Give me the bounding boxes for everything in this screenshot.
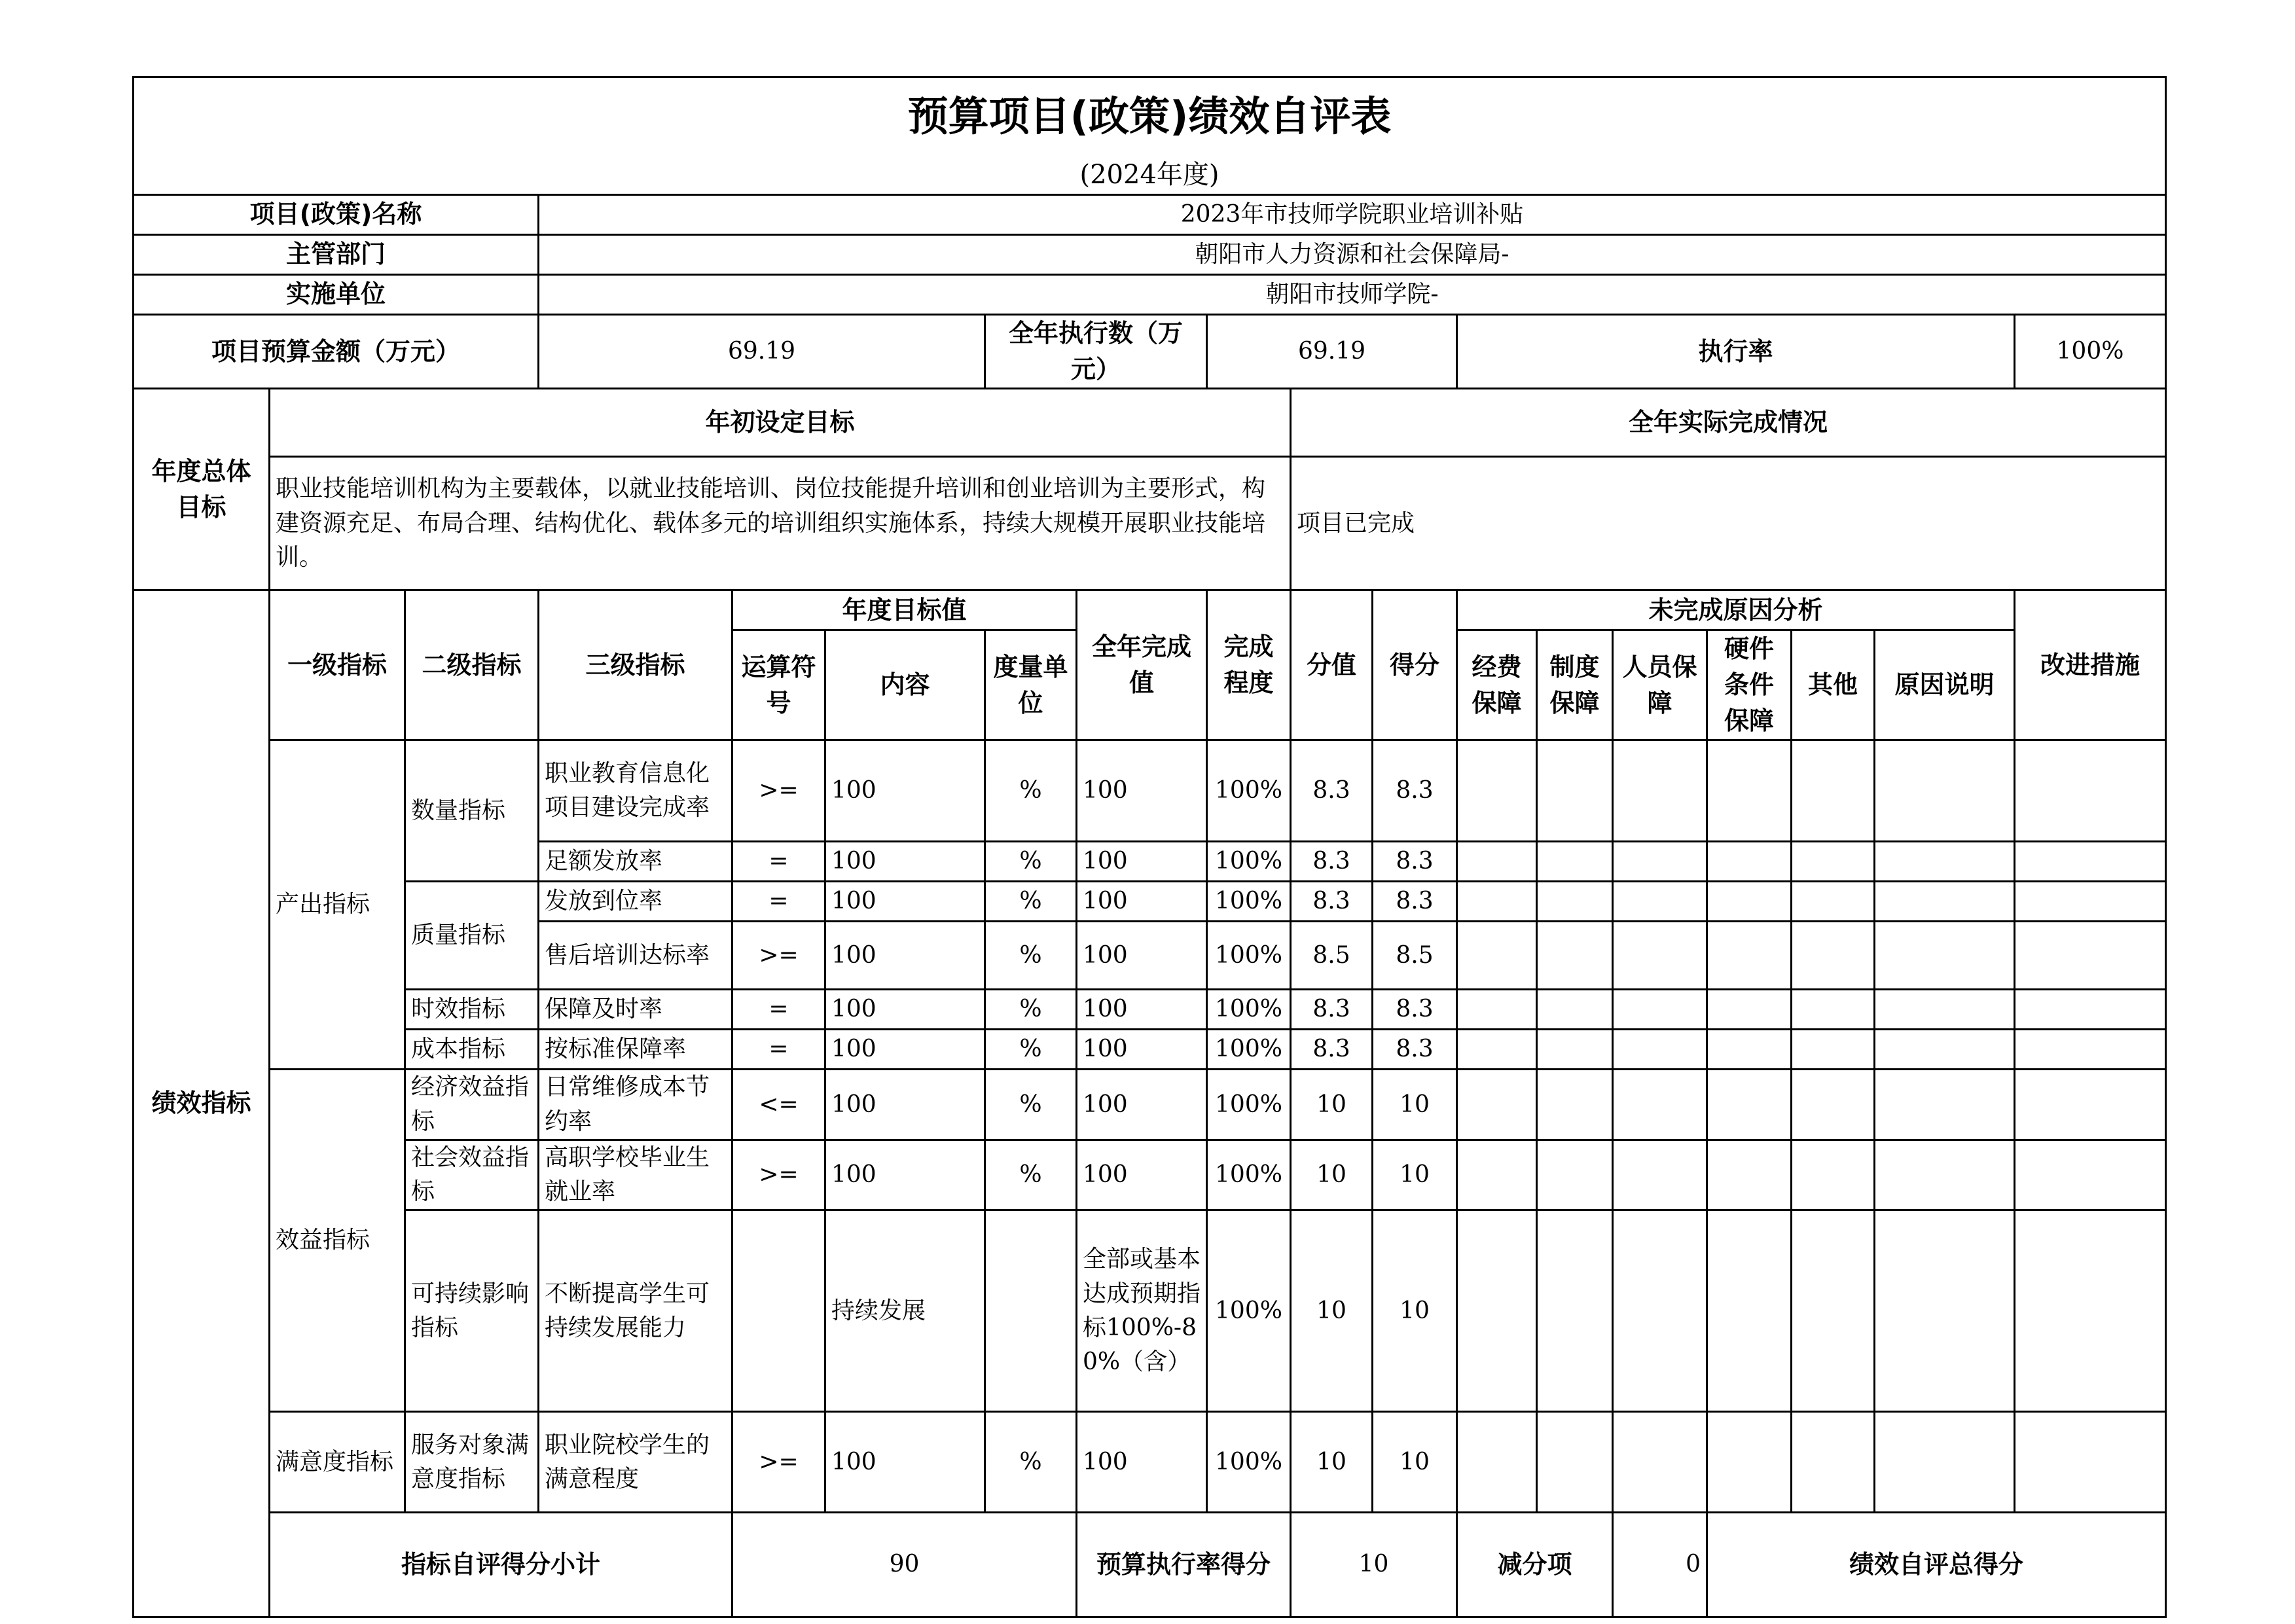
empty-cell [1613, 1412, 1707, 1513]
indicator-score: 8.3 [1373, 882, 1457, 922]
indicator-score: 10 [1373, 1412, 1457, 1513]
empty-cell [1875, 882, 2015, 922]
indicator-name: 高职学校毕业生就业率 [539, 1140, 732, 1210]
indicator-actual: 100 [1077, 882, 1207, 922]
group-output: 产出指标 [270, 740, 405, 1070]
subgroup-quality: 质量指标 [405, 882, 539, 990]
subgroup-cost: 成本指标 [405, 1030, 539, 1070]
total-score-label: 绩效自评总得分 [1707, 1513, 2166, 1617]
empty-cell [1457, 1140, 1537, 1210]
indicator-unit: % [985, 842, 1077, 882]
empty-cell [1537, 1412, 1613, 1513]
indicator-actual: 100 [1077, 740, 1207, 842]
unit-label: 实施单位 [134, 275, 539, 315]
empty-cell [1613, 882, 1707, 922]
page-title: 预算项目(政策)绩效自评表 [134, 77, 2166, 156]
header-degree: 完成程度 [1207, 590, 1291, 740]
budget-score-value: 10 [1291, 1513, 1457, 1617]
empty-cell [1613, 1070, 1707, 1140]
empty-cell [1875, 1030, 2015, 1070]
empty-cell [1707, 1210, 1792, 1412]
indicator-operator: = [732, 990, 825, 1030]
empty-cell [1707, 990, 1792, 1030]
empty-cell [1875, 842, 2015, 882]
indicator-actual: 100 [1077, 1412, 1207, 1513]
indicator-operator: = [732, 882, 825, 922]
empty-cell [1613, 842, 1707, 882]
indicator-unit: % [985, 1070, 1077, 1140]
indicator-value: 8.5 [1291, 922, 1373, 990]
executed-value: 69.19 [1207, 315, 1457, 389]
empty-cell [1537, 1070, 1613, 1140]
performance-indicator-label: 绩效指标 [134, 590, 270, 1617]
indicator-unit: % [985, 882, 1077, 922]
empty-cell [1537, 842, 1613, 882]
indicator-score: 8.3 [1373, 842, 1457, 882]
indicator-name: 发放到位率 [539, 882, 732, 922]
empty-cell [1875, 922, 2015, 990]
empty-cell [2015, 1210, 2166, 1412]
initial-goal-header: 年初设定目标 [270, 389, 1291, 457]
empty-cell [1537, 990, 1613, 1030]
empty-cell [1457, 1030, 1537, 1070]
empty-cell [1537, 882, 1613, 922]
indicator-name: 按标准保障率 [539, 1030, 732, 1070]
actual-completion-text: 项目已完成 [1291, 457, 2166, 590]
indicator-degree: 100% [1207, 1070, 1291, 1140]
empty-cell [1613, 740, 1707, 842]
budget-label: 项目预算金额（万元） [134, 315, 539, 389]
empty-cell [1875, 1070, 2015, 1140]
indicator-value: 10 [1291, 1140, 1373, 1210]
indicator-score: 8.5 [1373, 922, 1457, 990]
empty-cell [1792, 1412, 1875, 1513]
budget-score-label: 预算执行率得分 [1077, 1513, 1291, 1617]
indicator-score: 8.3 [1373, 990, 1457, 1030]
empty-cell [1792, 990, 1875, 1030]
indicator-operator: <= [732, 1070, 825, 1140]
header-level1: 一级指标 [270, 590, 405, 740]
empty-cell [1457, 1210, 1537, 1412]
indicator-operator: >= [732, 740, 825, 842]
indicator-name: 保障及时率 [539, 990, 732, 1030]
header-operator: 运算符号 [732, 630, 825, 740]
empty-cell [1613, 922, 1707, 990]
empty-cell [1457, 1412, 1537, 1513]
indicator-content: 100 [825, 1140, 985, 1210]
indicator-actual: 100 [1077, 922, 1207, 990]
indicator-actual: 100 [1077, 1030, 1207, 1070]
empty-cell [1457, 882, 1537, 922]
empty-cell [1707, 842, 1792, 882]
rate-label: 执行率 [1457, 315, 2015, 389]
subgroup-economic: 经济效益指标 [405, 1070, 539, 1140]
indicator-unit [985, 1210, 1077, 1412]
budget-value: 69.19 [539, 315, 985, 389]
empty-cell [1792, 1140, 1875, 1210]
header-level2: 二级指标 [405, 590, 539, 740]
indicator-value: 8.3 [1291, 990, 1373, 1030]
indicator-operator: >= [732, 922, 825, 990]
deduct-value: 0 [1613, 1513, 1707, 1617]
report-year: (2024年度) [134, 156, 2166, 195]
empty-cell [1875, 990, 2015, 1030]
subtotal-label: 指标自评得分小计 [270, 1513, 732, 1617]
subgroup-social: 社会效益指标 [405, 1140, 539, 1210]
empty-cell [1792, 1030, 1875, 1070]
table-row [134, 1140, 2166, 1210]
indicator-degree: 100% [1207, 882, 1291, 922]
empty-cell [2015, 882, 2166, 922]
empty-cell [1707, 922, 1792, 990]
header-system: 制度保障 [1537, 630, 1613, 740]
table-row [134, 990, 2166, 1030]
indicator-content: 100 [825, 882, 985, 922]
table-row [134, 1210, 2166, 1412]
indicator-degree: 100% [1207, 990, 1291, 1030]
header-level3: 三级指标 [539, 590, 732, 740]
table-row [134, 1412, 2166, 1513]
empty-cell [1707, 882, 1792, 922]
empty-cell [1457, 922, 1537, 990]
indicator-degree: 100% [1207, 922, 1291, 990]
indicator-degree: 100% [1207, 1030, 1291, 1070]
subgroup-service: 服务对象满意度指标 [405, 1412, 539, 1513]
empty-cell [1613, 990, 1707, 1030]
indicator-operator: >= [732, 1140, 825, 1210]
empty-cell [2015, 1140, 2166, 1210]
empty-cell [1792, 1070, 1875, 1140]
table-row [134, 1030, 2166, 1070]
empty-cell [1707, 740, 1792, 842]
indicator-actual: 100 [1077, 1140, 1207, 1210]
indicator-unit: % [985, 990, 1077, 1030]
initial-goal-text: 职业技能培训机构为主要载体，以就业技能培训、岗位技能提升培训和创业培训为主要形式，构建资源充足、布局合理、结构优化、载体多元的培训组织实施体系，持续大规模开展职业技能培训。 [270, 457, 1291, 590]
indicator-score: 8.3 [1373, 1030, 1457, 1070]
empty-cell [1537, 1210, 1613, 1412]
indicator-value: 8.3 [1291, 1030, 1373, 1070]
project-name-label: 项目(政策)名称 [134, 195, 539, 235]
indicator-degree: 100% [1207, 1412, 1291, 1513]
subgroup-sustainable: 可持续影响指标 [405, 1210, 539, 1412]
empty-cell [1875, 740, 2015, 842]
indicator-unit: % [985, 1140, 1077, 1210]
header-reason: 原因说明 [1875, 630, 2015, 740]
indicator-score: 10 [1373, 1070, 1457, 1140]
annual-goal-label: 年度总体目标 [134, 389, 270, 590]
indicator-actual: 100 [1077, 842, 1207, 882]
indicator-name: 职业教育信息化项目建设完成率 [539, 740, 732, 842]
indicator-content: 持续发展 [825, 1210, 985, 1412]
indicator-value: 8.3 [1291, 882, 1373, 922]
indicator-degree: 100% [1207, 842, 1291, 882]
indicator-unit: % [985, 740, 1077, 842]
table-row [134, 1070, 2166, 1140]
empty-cell [1792, 740, 1875, 842]
empty-cell [1613, 1140, 1707, 1210]
empty-cell [2015, 740, 2166, 842]
indicator-name: 足额发放率 [539, 842, 732, 882]
empty-cell [1792, 842, 1875, 882]
subtotal-value: 90 [732, 1513, 1077, 1617]
indicator-operator [732, 1210, 825, 1412]
indicator-content: 100 [825, 1070, 985, 1140]
indicator-name: 售后培训达标率 [539, 922, 732, 990]
indicator-name: 不断提高学生可持续发展能力 [539, 1210, 732, 1412]
indicator-value: 10 [1291, 1210, 1373, 1412]
empty-cell [2015, 842, 2166, 882]
indicator-degree: 100% [1207, 1210, 1291, 1412]
indicator-score: 10 [1373, 1210, 1457, 1412]
empty-cell [1875, 1140, 2015, 1210]
header-target-group: 年度目标值 [732, 590, 1077, 630]
empty-cell [1875, 1412, 2015, 1513]
indicator-unit: % [985, 1030, 1077, 1070]
header-hardware: 硬件条件保障 [1707, 630, 1792, 740]
empty-cell [1707, 1070, 1792, 1140]
project-name-value: 2023年市技师学院职业培训补贴 [539, 195, 2166, 235]
table-row [134, 740, 2166, 842]
header-staff: 人员保障 [1613, 630, 1707, 740]
empty-cell [1457, 842, 1537, 882]
header-other: 其他 [1792, 630, 1875, 740]
dept-label: 主管部门 [134, 235, 539, 275]
empty-cell [2015, 990, 2166, 1030]
header-score-value: 分值 [1291, 590, 1373, 740]
indicator-operator: = [732, 1030, 825, 1070]
table-row [134, 882, 2166, 922]
header-improve: 改进措施 [2015, 590, 2166, 740]
header-content: 内容 [825, 630, 985, 740]
empty-cell [1792, 882, 1875, 922]
indicator-name: 职业院校学生的满意程度 [539, 1412, 732, 1513]
header-funds: 经费保障 [1457, 630, 1537, 740]
empty-cell [2015, 1030, 2166, 1070]
header-reason-group: 未完成原因分析 [1457, 590, 2015, 630]
empty-cell [1875, 1210, 2015, 1412]
indicator-content: 100 [825, 842, 985, 882]
unit-value: 朝阳市技师学院- [539, 275, 2166, 315]
indicator-operator: >= [732, 1412, 825, 1513]
empty-cell [1537, 922, 1613, 990]
rate-value: 100% [2015, 315, 2166, 389]
indicator-value: 10 [1291, 1070, 1373, 1140]
indicator-content: 100 [825, 1412, 985, 1513]
indicator-actual: 全部或基本达成预期指标100%-80%（含） [1077, 1210, 1207, 1412]
executed-label: 全年执行数（万元） [985, 315, 1207, 389]
indicator-score: 8.3 [1373, 740, 1457, 842]
empty-cell [1537, 740, 1613, 842]
indicator-content: 100 [825, 990, 985, 1030]
empty-cell [1792, 922, 1875, 990]
empty-cell [2015, 922, 2166, 990]
group-benefit: 效益指标 [270, 1070, 405, 1412]
indicator-unit: % [985, 922, 1077, 990]
indicator-name: 日常维修成本节约率 [539, 1070, 732, 1140]
empty-cell [1613, 1210, 1707, 1412]
empty-cell [2015, 1070, 2166, 1140]
empty-cell [1613, 1030, 1707, 1070]
deduct-label: 减分项 [1457, 1513, 1613, 1617]
indicator-content: 100 [825, 740, 985, 842]
indicator-value: 8.3 [1291, 842, 1373, 882]
empty-cell [1707, 1030, 1792, 1070]
indicator-operator: = [732, 842, 825, 882]
subgroup-timeliness: 时效指标 [405, 990, 539, 1030]
indicator-unit: % [985, 1412, 1077, 1513]
indicator-actual: 100 [1077, 990, 1207, 1030]
empty-cell [1537, 1030, 1613, 1070]
indicator-degree: 100% [1207, 740, 1291, 842]
indicator-degree: 100% [1207, 1140, 1291, 1210]
indicator-actual: 100 [1077, 1070, 1207, 1140]
header-actual: 全年完成值 [1077, 590, 1207, 740]
empty-cell [1457, 990, 1537, 1030]
header-unit: 度量单位 [985, 630, 1077, 740]
group-satisfaction: 满意度指标 [270, 1412, 405, 1513]
empty-cell [1457, 1070, 1537, 1140]
indicator-content: 100 [825, 1030, 985, 1070]
header-score: 得分 [1373, 590, 1457, 740]
empty-cell [2015, 1412, 2166, 1513]
actual-completion-header: 全年实际完成情况 [1291, 389, 2166, 457]
empty-cell [1792, 1210, 1875, 1412]
subgroup-quantity: 数量指标 [405, 740, 539, 882]
empty-cell [1707, 1140, 1792, 1210]
empty-cell [1537, 1140, 1613, 1210]
empty-cell [1707, 1412, 1792, 1513]
indicator-score: 10 [1373, 1140, 1457, 1210]
indicator-value: 10 [1291, 1412, 1373, 1513]
indicator-value: 8.3 [1291, 740, 1373, 842]
indicator-content: 100 [825, 922, 985, 990]
performance-self-evaluation-table [132, 76, 2167, 1618]
empty-cell [1457, 740, 1537, 842]
dept-value: 朝阳市人力资源和社会保障局- [539, 235, 2166, 275]
